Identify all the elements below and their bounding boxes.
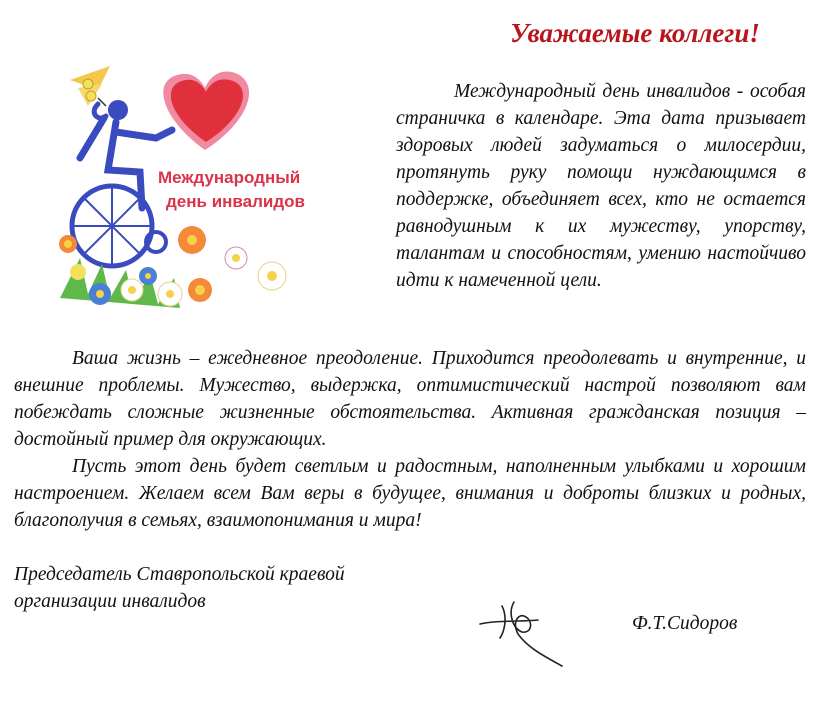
emblem-illustration: [40, 58, 310, 328]
heart-icon: [163, 71, 249, 150]
flowers-decoration: [59, 226, 286, 308]
paragraph-intro: Международный день инвалидов - особая страничка в календаре. Эта дата призывает здоровых людей задуматься о милосердии, протянуть руку помощи нуждающимся в поддержке, объединяет всех, кто не остается равнодушным к их мужеству, упорству, талантам и способностям, умению настойчиво идти к намеченной цели.: [396, 81, 806, 291]
paragraph-life: Ваша жизнь – ежедневное преодоление. Приходится преодолевать и внутренние, и внешние проблемы. Мужество, выдержка, оптимистический настрой позволяют вам побеждать сложные жизненные обстоятельства. Активная гражданская позиция – достойный пример для окружающих.: [14, 348, 806, 450]
butterfly-icon: [70, 66, 110, 106]
day-of-disabled-persons-emblem: [40, 58, 310, 328]
signatory-position: [14, 561, 454, 615]
wheelchair-figure-icon: [72, 100, 172, 266]
position-line-2: организации инвалидов: [14, 591, 206, 612]
letter-title: Уважаемые коллеги!: [510, 18, 760, 48]
paragraph-wishes: Пусть этот день будет светлым и радостным, наполненным улыбками и хорошим настроением. Желаем всем Вам веры в будущее, внимания и доброты близких и родных, благополучия в семьях, взаимопонимания и мира!: [14, 456, 806, 531]
position-line-1: Председатель Ставропольской краевой: [14, 564, 345, 585]
emblem-text-line1: Международный: [158, 168, 301, 187]
emblem-text-line2: день инвалидов: [166, 192, 305, 211]
signer-name: Ф.Т.Сидоров: [632, 613, 738, 634]
handwritten-signature: [478, 598, 570, 668]
